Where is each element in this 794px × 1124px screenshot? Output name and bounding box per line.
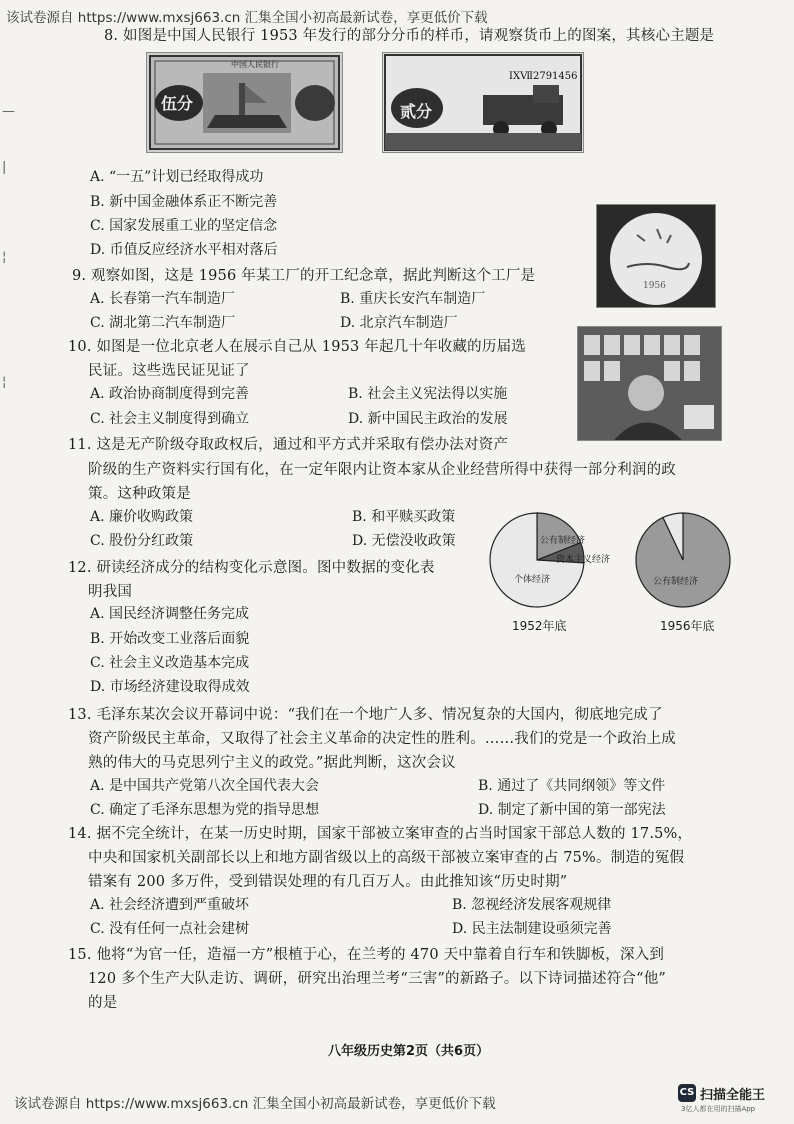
q11-option-a[interactable]: A. 廉价收购政策 — [90, 509, 194, 525]
banknote-left-bank: 中国人民银行 — [231, 60, 279, 69]
voter-photo-graphic — [578, 327, 721, 440]
q12-option-b[interactable]: B. 开始改变工业落后面貌 — [90, 631, 250, 647]
q8-option-a[interactable]: A. “一五”计划已经取得成功 — [90, 169, 264, 185]
q9-option-d[interactable]: D. 北京汽车制造厂 — [340, 315, 458, 331]
q14-option-a[interactable]: A. 社会经济遭到严重破坏 — [90, 897, 250, 913]
watermark-top: 该试卷源自 https://www.mxsj663.cn 汇集全国小初高最新试卷，享更低价下载 — [6, 10, 488, 26]
pie1952-label-capitalist: 资本主义经济 — [556, 555, 611, 565]
page-footer: 八年级历史第2页（共6页） — [328, 1044, 490, 1059]
binding-mark: ¦ — [2, 375, 7, 390]
q14-option-c[interactable]: C. 没有任何一点社会建树 — [90, 921, 250, 937]
q11-option-b[interactable]: B. 和平赎买政策 — [352, 509, 456, 525]
q8-option-b[interactable]: B. 新中国金融体系正不断完善 — [90, 194, 278, 210]
question-11-stem-line2: 阶级的生产资料实行国有化，在一定年限内让资本家从企业经营所得中获得一部分利润的政 — [88, 462, 676, 478]
q11-option-c[interactable]: C. 股份分红政策 — [90, 533, 194, 549]
q14-option-d[interactable]: D. 民主法制建设亟须完善 — [452, 921, 612, 937]
question-11-stem-line1: 11. 这是无产阶级夺取政权后，通过和平方式并采取有偿办法对资产 — [68, 437, 509, 453]
question-15-stem-line2: 120 多个生产大队走访、调研，研究出治理兰考“三害”的新路子。以下诗词描述符合“他” — [88, 971, 667, 987]
commemorative-badge-photo — [596, 204, 716, 308]
voter-certificates-photo — [577, 326, 722, 441]
q14-option-b[interactable]: B. 忽视经济发展客观规律 — [452, 897, 612, 913]
q13-option-b[interactable]: B. 通过了《共同纲领》等文件 — [478, 778, 666, 794]
q13-option-c[interactable]: C. 确定了毛泽东思想为党的指导思想 — [90, 802, 320, 818]
question-12-stem-line1: 12. 研读经济成分的结构变化示意图。图中数据的变化表 — [68, 560, 435, 576]
pie-1956 — [636, 513, 730, 607]
binding-mark: | — [2, 160, 7, 175]
q10-option-b[interactable]: B. 社会主义宪法得以实施 — [348, 386, 508, 402]
question-9-stem: 9. 观察如图，这是 1956 年某工厂的开工纪念章，据此判断这个工厂是 — [72, 268, 536, 284]
q8-option-d[interactable]: D. 币值反应经济水平相对落后 — [90, 242, 278, 258]
camscanner-logo-icon: CS — [678, 1084, 696, 1102]
q8-option-c[interactable]: C. 国家发展重工业的坚定信念 — [90, 218, 278, 234]
q10-option-d[interactable]: D. 新中国民主政治的发展 — [348, 411, 508, 427]
q12-option-a[interactable]: A. 国民经济调整任务完成 — [90, 606, 250, 622]
q12-option-c[interactable]: C. 社会主义改造基本完成 — [90, 655, 250, 671]
question-11-stem-line3: 策。这种政策是 — [88, 486, 191, 502]
q9-option-a[interactable]: A. 长春第一汽车制造厂 — [90, 291, 236, 307]
question-15-stem-line3: 的是 — [88, 995, 118, 1011]
economy-structure-charts — [480, 510, 780, 630]
q10-option-c[interactable]: C. 社会主义制度得到确立 — [90, 411, 250, 427]
question-15-stem-line1: 15. 他将“为官一任，造福一方”根植于心，在兰考的 470 天中靠着自行车和铁脚板，深入到 — [68, 947, 665, 963]
q9-option-c[interactable]: C. 湖北第二汽车制造厂 — [90, 315, 236, 331]
q11-option-d[interactable]: D. 无偿没收政策 — [352, 533, 456, 549]
q12-option-d[interactable]: D. 市场经济建设取得成效 — [90, 679, 250, 695]
question-10-stem-line2: 民证。这些选民证见证了 — [88, 363, 250, 379]
binding-mark: — — [2, 104, 15, 119]
banknote-left-denomination: 伍分 — [161, 94, 194, 113]
camscanner-tagline: 3亿人都在用的扫描App — [681, 1105, 756, 1113]
question-14-stem-line2: 中央和国家机关副部长以上和地方副省级以上的高级干部被立案审查的占 75%。制造的冤假 — [88, 850, 685, 866]
binding-mark: ¦ — [2, 250, 7, 265]
question-12-stem-line2: 明我国 — [88, 584, 133, 600]
question-13-stem-line3: 熟的伟大的马克思列宁主义的政党。”据此判断，这次会议 — [88, 755, 456, 771]
q13-option-d[interactable]: D. 制定了新中国的第一部宪法 — [478, 802, 666, 818]
pie1956-caption: 1956年底 — [660, 619, 715, 633]
q9-option-b[interactable]: B. 重庆长安汽车制造厂 — [340, 291, 486, 307]
camscanner-name: 扫描全能王 — [700, 1088, 766, 1103]
q13-option-a[interactable]: A. 是中国共产党第八次全国代表大会 — [90, 778, 320, 794]
pie1952-label-individual: 个体经济 — [514, 575, 551, 585]
question-14-stem-line1: 14. 据不完全统计，在某一历史时期，国家干部被立案审查的占当时国家干部总人数的 17.5%， — [68, 826, 693, 842]
question-13-stem-line1: 13. 毛泽东某次会议开幕词中说：“我们在一个地广人多、情况复杂的大国内，彻底地完成了 — [68, 707, 663, 723]
pie1952-caption: 1952年底 — [512, 619, 567, 633]
question-14-stem-line3: 错案有 200 多万件，受到错误处理的有几百万人。由此推知该“历史时期” — [88, 874, 568, 890]
question-13-stem-line2: 资产阶级民主革命，又取得了社会主义革命的决定性的胜利。……我们的党是一个政治上成 — [88, 731, 676, 747]
question-8-stem: 8. 如图是中国人民银行 1953 年发行的部分分币的样币，请观察货币上的图案，其核心主题是 — [104, 28, 715, 44]
banknote-five-fen-image — [146, 52, 343, 153]
q10-option-a[interactable]: A. 政治协商制度得到完善 — [90, 386, 250, 402]
banknote-two-fen-image — [382, 52, 584, 153]
banknote-right-denomination: 贰分 — [400, 102, 433, 121]
banknote-right-serial: IXⅦ2791456 — [509, 71, 578, 82]
pie1956-label-public: 公有制经济 — [653, 577, 699, 587]
pie1952-label-public: 公有制经济 — [540, 536, 586, 546]
watermark-bottom: 该试卷源自 https://www.mxsj663.cn 汇集全国小初高最新试卷，享更低价下载 — [14, 1096, 496, 1112]
badge-year: 1956 — [643, 281, 666, 291]
question-10-stem-line1: 10. 如图是一位北京老人在展示自己从 1953 年起几十年收藏的历届选 — [68, 339, 526, 355]
badge-graphic — [597, 205, 715, 307]
